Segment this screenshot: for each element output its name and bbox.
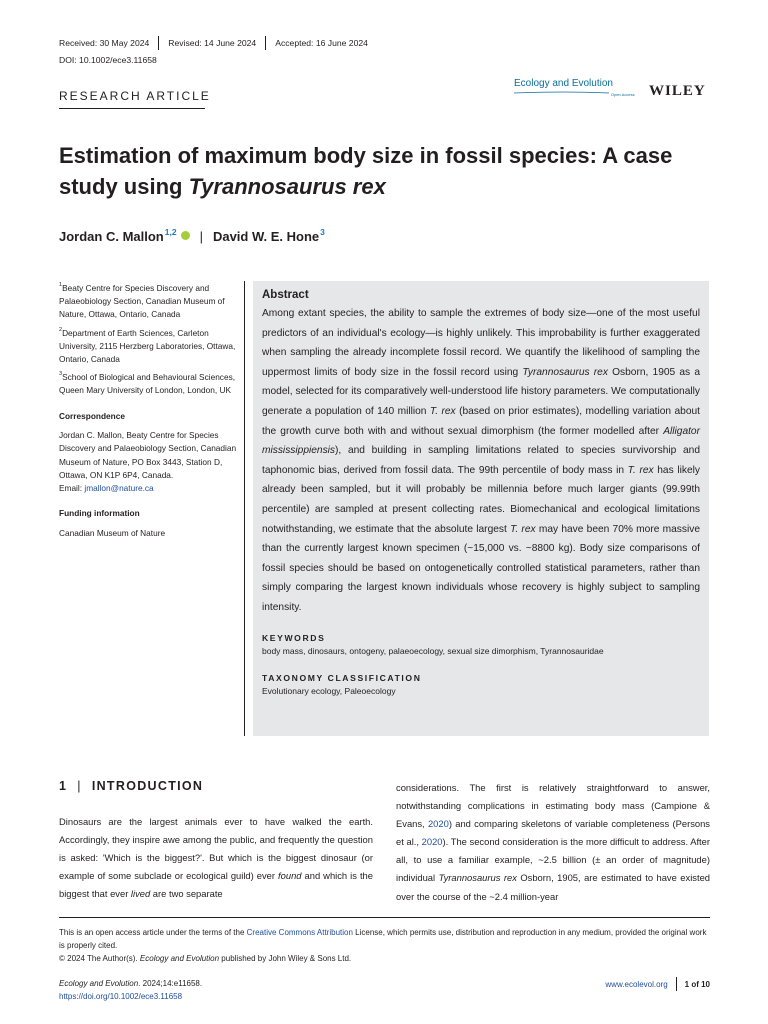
citation-link[interactable]: 2020 (421, 836, 443, 848)
keywords-heading: KEYWORDS (262, 632, 326, 643)
abstract-heading: Abstract (262, 289, 309, 301)
license-text: License, which permits use, distribution and reproduction in any medium, provided the original work is properly cited. (59, 928, 707, 950)
body-italic: lived (130, 888, 151, 900)
page-number: 1 of 10 (684, 979, 710, 989)
doi-link[interactable]: https://doi.org/10.1002/ece3.11658 (59, 992, 183, 1001)
copyright-journal: Ecology and Evolution (139, 954, 220, 963)
section-title: INTRODUCTION (91, 779, 204, 793)
abstract-italic: Tyrannosaurus rex (522, 366, 608, 378)
abstract-segment: ), and building in sampling limitations related to species survivorship and taphonomic bias, derived from fossil data. The 99th percentile of body mass in (262, 445, 700, 476)
affiliation-text: Department of Earth Sciences, Carleton University, 2115 Herzberg Laboratories, Ottawa, Ontario, Canada (59, 327, 236, 365)
introduction-left-column (59, 813, 373, 903)
article-type: RESEARCH ARTICLE (59, 89, 211, 103)
correspondence-label: Correspondence (59, 410, 125, 421)
affiliation-number: 1 (59, 282, 63, 288)
author-list (59, 226, 325, 244)
affiliation-1 (59, 280, 237, 322)
keywords-text: body mass, dinosaurs, ontogeny, palaeoecology, sexual size dimorphism, Tyrannosauridae (262, 645, 604, 656)
abstract-segment: may have been 70% more massive than the currently largest known specimen (~15,000 vs. ~8800 kg). Body size comparisons of fossil species should be based on ontogenetically controlled statistical parameters, rather than simply comparing the largest known individuals whose recovery is highly subject to sampling intensity. (262, 523, 700, 613)
abstract-segment: has likely already been sampled, but it will probably be millennia before much larger giants (99.99th percentile) are sampled at present collecting rates. Biomechanical and ecological limitations notwithstanding, we estimate that the absolute largest (262, 464, 700, 535)
footer-divider (676, 977, 677, 991)
author-mallon[interactable]: Jordan C. Mallon (59, 229, 164, 244)
footer-citation-text: . 2024;14:e11658. (138, 979, 203, 988)
accepted-date: Accepted: 16 June 2024 (275, 38, 368, 48)
article-sidebar (59, 280, 237, 540)
body-text: are two separate (150, 888, 223, 900)
abstract-text (262, 304, 700, 618)
license-notice (59, 926, 710, 965)
copyright-line (59, 952, 710, 965)
taxonomy-heading: TAXONOMY CLASSIFICATION (262, 672, 422, 683)
orcid-icon[interactable] (181, 231, 190, 240)
abstract-segment: (based on prior estimates), modelling variation about the growth curve both with and without sexual dimorphism (the former modelled after (262, 405, 700, 437)
author-hone-affiliation[interactable]: 3 (320, 226, 325, 237)
affiliation-number: 3 (59, 371, 63, 378)
body-text: Osborn, 1905, are estimated to have existed over the course of the ~2.4 million-year (396, 872, 710, 902)
date-divider (265, 36, 266, 50)
title-text: Estimation of maximum body size in fossil species: A case study using (59, 143, 673, 199)
taxonomy-text: Evolutionary ecology, Paleoecology (262, 685, 396, 696)
doi: DOI: 10.1002/ece3.11658 (59, 55, 157, 65)
title-species: Tyrannosaurus rex (188, 174, 386, 199)
abstract-italic: T. rex (510, 523, 536, 535)
funding-text: Canadian Museum of Nature (59, 527, 166, 538)
footer-citation (59, 977, 202, 1003)
journal-name: Ecology and Evolution (514, 78, 613, 89)
author-hone[interactable]: David W. E. Hone (212, 229, 320, 244)
license-line (59, 926, 710, 952)
date-divider (158, 36, 159, 50)
affiliation-text: Beaty Centre for Species Discovery and Palaeobiology Section, Canadian Museum of Nature, Ottawa, Ontario, Canada (59, 282, 225, 320)
section-bar: | (77, 779, 82, 793)
open-access-label: Open Access (611, 92, 635, 97)
article-title (59, 140, 719, 202)
author-mallon-affiliation[interactable]: 1,2 (164, 226, 177, 237)
publisher-logo: WILEY (649, 83, 706, 99)
abstract-segment: Osborn, 1905 as a model, selected for its comparatively well-understood life history parameters. We computationally generate a population of 140 million (262, 366, 700, 417)
footer-right (605, 977, 710, 991)
copyright-text: published by John Wiley & Sons Ltd. (219, 954, 352, 963)
body-italic: found (278, 870, 302, 882)
section-number: 1 (59, 779, 68, 793)
correspondence-text: Jordan C. Mallon, Beaty Centre for Species Discovery and Palaeobiology Section, Canadian Museum of Nature, PO Box 3443, Station D, Ottawa, ON K1P 6P4, Canada. (59, 429, 237, 480)
citation-link[interactable]: 2020 (427, 818, 449, 830)
copyright-text: © 2024 The Author(s). (59, 954, 140, 963)
affiliation-number: 2 (59, 326, 63, 333)
abstract-italic: T. rex (429, 405, 456, 417)
body-text: and which is the biggest that ever (59, 870, 373, 900)
body-text: considerations. The first is relatively straightforward to answer, notwithstanding complications in estimating body mass (Campione & Evans, (396, 782, 710, 830)
abstract-box (253, 281, 709, 736)
abstract-italic: T. rex (627, 464, 654, 476)
email-label: Email: (59, 483, 85, 494)
article-type-rule (59, 108, 205, 109)
funding-label: Funding information (59, 508, 140, 519)
affiliation-text: School of Biological and Behavioural Sciences, Queen Mary University of London, London, UK (59, 372, 236, 396)
abstract-italic: Alligator mississippiensis (262, 425, 700, 457)
body-text: ) and comparing skeletons of variable completeness (Persons et al., (396, 818, 710, 848)
license-text: This is an open access article under the terms of the (59, 928, 247, 937)
affiliation-2 (59, 325, 237, 367)
footer-journal: Ecology and Evolution (59, 979, 139, 988)
introduction-heading (59, 779, 203, 793)
received-date: Received: 30 May 2024 (59, 38, 150, 48)
body-text: Dinosaurs are the largest animals ever to have walked the earth. Accordingly, they inspire awe among the public, and frequently the question is asked: 'Which is the biggest?'. But which is the biggest dinosaur (or example of some subclade or ecological guild) ever (59, 816, 373, 882)
email-link[interactable]: jmallon@nature.ca (84, 483, 154, 494)
journal-site-link[interactable]: www.ecolevol.org (605, 979, 668, 989)
revised-date: Revised: 14 June 2024 (168, 38, 257, 48)
body-italic: Tyrannosaurus rex (438, 872, 517, 884)
citation-line (59, 977, 202, 990)
license-link[interactable]: Creative Commons Attribution (246, 928, 353, 937)
sidebar-divider (244, 281, 245, 736)
affiliation-3 (59, 369, 237, 397)
body-text: ). The second consideration is the more difficult to address. After all, to use a familiar example, ~2.5 billion (± an order of magnitude) individual (396, 836, 710, 884)
introduction-right-column (396, 779, 710, 906)
abstract-segment: Among extant species, the ability to sample the extremes of body size—one of the most useful predictors of an individual's ecology—is highly unlikely. This improbability is further exaggerated when sampling the already incomplete fossil record. We quantify the likelihood of sampling the uppermost limits of body size in the fossil record using (262, 308, 700, 378)
footer-rule (59, 917, 710, 918)
publication-dates (59, 36, 368, 50)
author-divider: | (199, 229, 203, 244)
correspondence-email (59, 482, 237, 495)
journal-logo (514, 78, 644, 100)
